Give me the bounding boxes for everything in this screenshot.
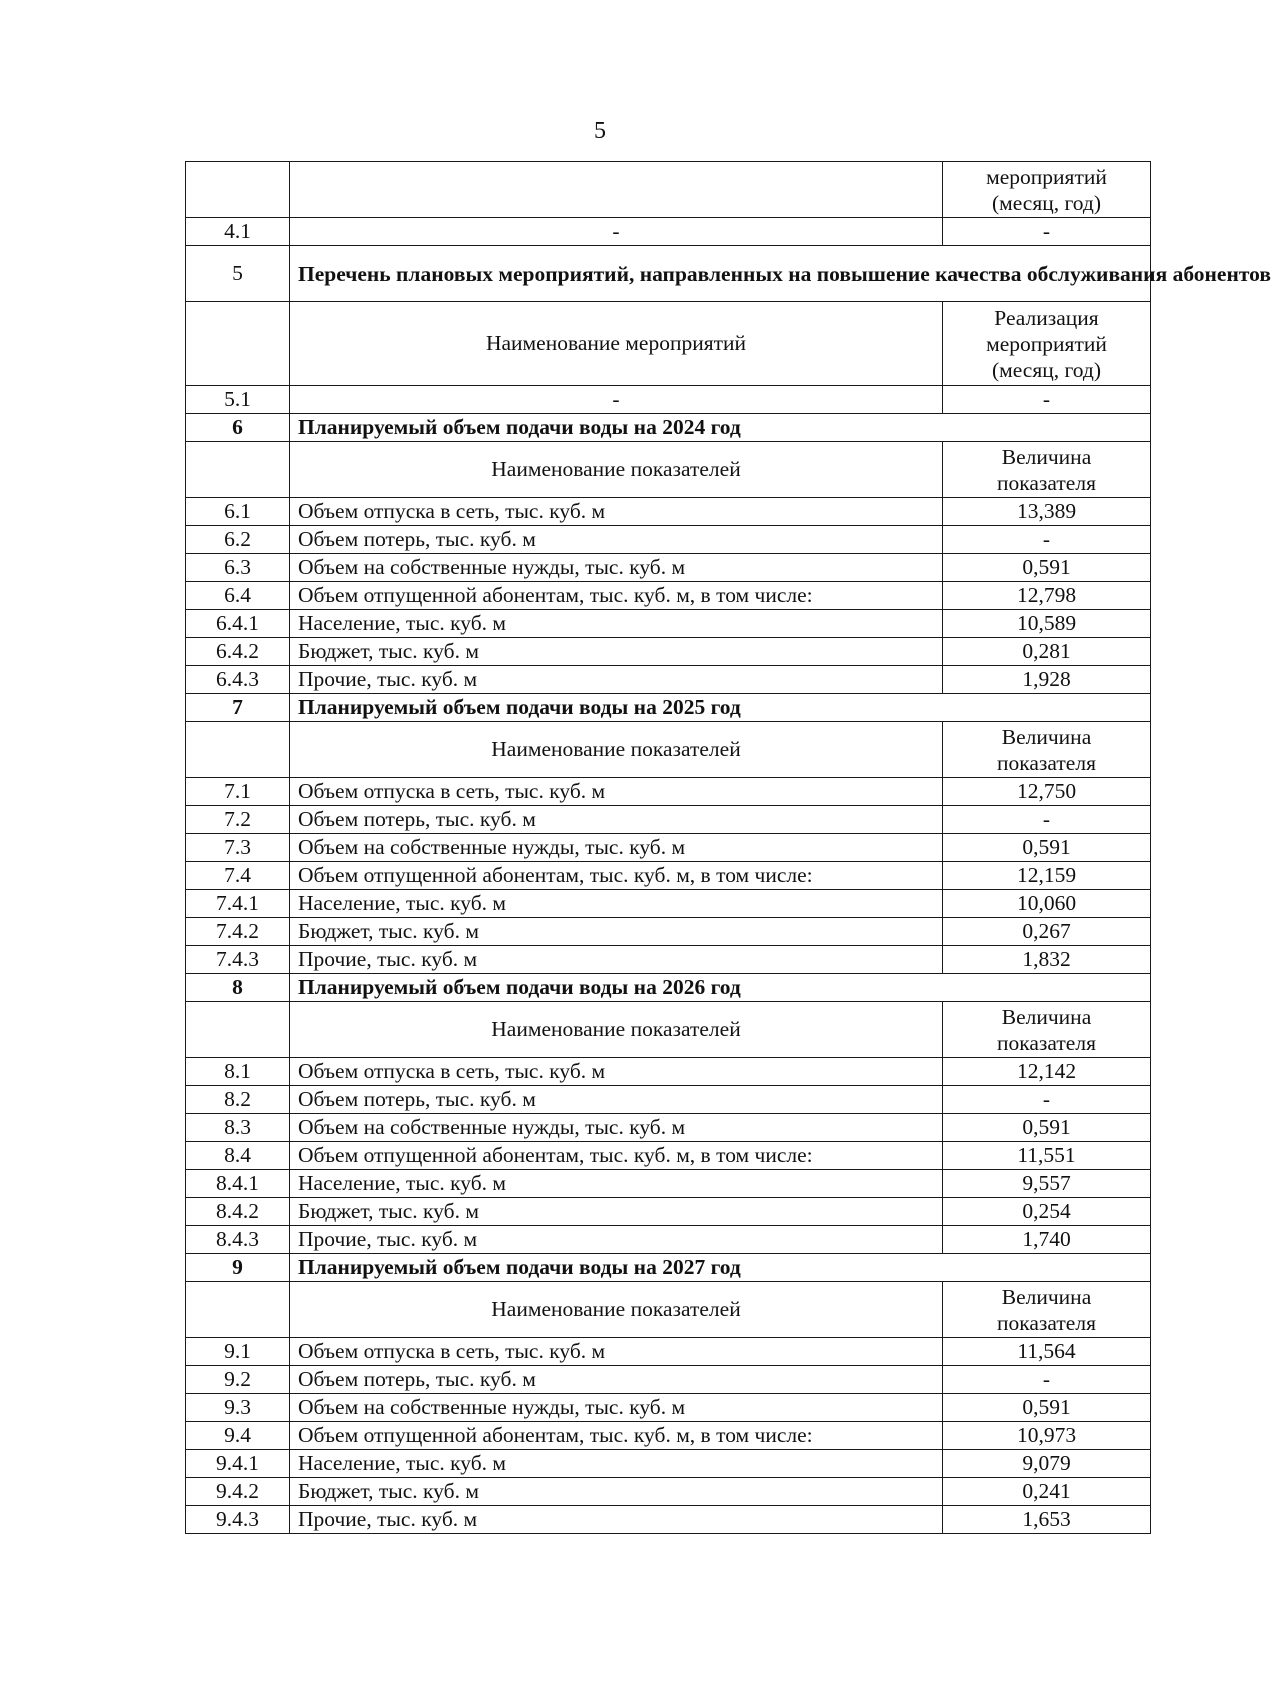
row-value: 0,254: [943, 1198, 1151, 1226]
table-row: [186, 498, 1151, 526]
row-name: Объем отпущенной абонентам, тыс. куб. м, в том числе:: [290, 862, 943, 890]
row-number: 9.4.3: [186, 1506, 290, 1534]
row-name: Объем потерь, тыс. куб. м: [290, 806, 943, 834]
table-row: [186, 610, 1151, 638]
row-number: 8.4.1: [186, 1170, 290, 1198]
empty-cell: [186, 722, 290, 778]
section-number: 7: [186, 694, 290, 722]
table-row: [186, 890, 1151, 918]
table-row: [186, 806, 1151, 834]
empty-cell: [186, 302, 290, 386]
row-name: Объем отпущенной абонентам, тыс. куб. м, в том числе:: [290, 582, 943, 610]
row-number: 9.4: [186, 1422, 290, 1450]
row-name: Прочие, тыс. куб. м: [290, 946, 943, 974]
column-header-name: Наименование показателей: [290, 1002, 943, 1058]
row-number: 6.1: [186, 498, 290, 526]
row-value: 1,832: [943, 946, 1151, 974]
row-number: 8.4.2: [186, 1198, 290, 1226]
empty-cell: [186, 442, 290, 498]
row-value: 10,060: [943, 890, 1151, 918]
section-number: 8: [186, 974, 290, 1002]
row-name: Население, тыс. куб. м: [290, 1170, 943, 1198]
row-number: 9.4.2: [186, 1478, 290, 1506]
row-name: Объем отпущенной абонентам, тыс. куб. м, в том числе:: [290, 1422, 943, 1450]
section-title: Планируемый объем подачи воды на 2024 год: [290, 414, 1151, 442]
row-number: 8.3: [186, 1114, 290, 1142]
table-row: [186, 1142, 1151, 1170]
column-header-value: Величина показателя: [943, 1282, 1151, 1338]
row-value: 11,564: [943, 1338, 1151, 1366]
row-number: 4.1: [186, 218, 290, 246]
row-value: -: [943, 218, 1151, 246]
row-value: 13,389: [943, 498, 1151, 526]
row-value: 1,928: [943, 666, 1151, 694]
table-row: [186, 946, 1151, 974]
row-value: 1,653: [943, 1506, 1151, 1534]
row-name: Объем потерь, тыс. куб. м: [290, 526, 943, 554]
row-number: 6.2: [186, 526, 290, 554]
row-value: 10,589: [943, 610, 1151, 638]
column-header-value: Величина показателя: [943, 722, 1151, 778]
column-header-name: Наименование показателей: [290, 442, 943, 498]
row-value: 12,750: [943, 778, 1151, 806]
plan-table: [185, 161, 1271, 1534]
row-number: 6.4.1: [186, 610, 290, 638]
row-number: 7.4: [186, 862, 290, 890]
column-header-row: [186, 1282, 1151, 1338]
table-row: [186, 1506, 1151, 1534]
table-row: [186, 1198, 1151, 1226]
row-name: Бюджет, тыс. куб. м: [290, 918, 943, 946]
row-number: 7.4.2: [186, 918, 290, 946]
row-value: -: [943, 386, 1151, 414]
row-value: 1,740: [943, 1226, 1151, 1254]
column-header-value: Величина показателя: [943, 1002, 1151, 1058]
table-row: [186, 1366, 1151, 1394]
table-row: [186, 666, 1151, 694]
section-title: Перечень плановых мероприятий, направленных на повышение качества обслуживания абонентов: [290, 246, 1151, 302]
row-name: Население, тыс. куб. м: [290, 890, 943, 918]
row-value: 0,591: [943, 1394, 1151, 1422]
table-row: [186, 1450, 1151, 1478]
row-number: 6.4: [186, 582, 290, 610]
row-value: 0,267: [943, 918, 1151, 946]
table-row: [186, 582, 1151, 610]
row-number: 8.1: [186, 1058, 290, 1086]
empty-cell: [186, 1002, 290, 1058]
table-row: [186, 526, 1151, 554]
section-title: Планируемый объем подачи воды на 2025 год: [290, 694, 1151, 722]
row-name: Прочие, тыс. куб. м: [290, 666, 943, 694]
row-value: 12,159: [943, 862, 1151, 890]
row-number: 6.4.2: [186, 638, 290, 666]
empty-cell: [186, 1282, 290, 1338]
row-number: 7.3: [186, 834, 290, 862]
table-row: [186, 1338, 1151, 1366]
table-row: [186, 918, 1151, 946]
empty-cell: [186, 162, 290, 218]
row-number: 6.4.3: [186, 666, 290, 694]
section-header-row: [186, 1254, 1151, 1282]
table-row: [186, 638, 1151, 666]
row-number: 5.1: [186, 386, 290, 414]
row-name: -: [290, 386, 943, 414]
row-value: -: [943, 526, 1151, 554]
row-value: -: [943, 806, 1151, 834]
row-name: Объем на собственные нужды, тыс. куб. м: [290, 1114, 943, 1142]
row-value: 10,973: [943, 1422, 1151, 1450]
row-number: 9.2: [186, 1366, 290, 1394]
section-header-row: [186, 694, 1151, 722]
row-number: 7.1: [186, 778, 290, 806]
row-number: 7.4.1: [186, 890, 290, 918]
row-name: Объем отпуска в сеть, тыс. куб. м: [290, 498, 943, 526]
table-row: [186, 386, 1151, 414]
row-name: Население, тыс. куб. м: [290, 610, 943, 638]
row-number: 8.4: [186, 1142, 290, 1170]
column-header-name: Наименование показателей: [290, 1282, 943, 1338]
section-number: 6: [186, 414, 290, 442]
row-value: 12,798: [943, 582, 1151, 610]
column-header-row: [186, 722, 1151, 778]
row-name: Объем потерь, тыс. куб. м: [290, 1366, 943, 1394]
row-name: Бюджет, тыс. куб. м: [290, 1478, 943, 1506]
row-value: 0,591: [943, 554, 1151, 582]
table-row: [186, 862, 1151, 890]
row-number: 8.4.3: [186, 1226, 290, 1254]
row-name: Объем на собственные нужды, тыс. куб. м: [290, 554, 943, 582]
table-row: [186, 778, 1151, 806]
row-name: Население, тыс. куб. м: [290, 1450, 943, 1478]
table-row: [186, 1394, 1151, 1422]
table-row: [186, 1422, 1151, 1450]
section-header-row: [186, 414, 1151, 442]
table-row: [186, 218, 1151, 246]
row-number: 7.2: [186, 806, 290, 834]
row-number: 7.4.3: [186, 946, 290, 974]
column-header-value: Реализация мероприятий (месяц, год): [943, 302, 1151, 386]
table-row: [186, 1226, 1151, 1254]
empty-cell: [290, 162, 943, 218]
column-header-name: Наименование мероприятий: [290, 302, 943, 386]
column-header-name: Наименование показателей: [290, 722, 943, 778]
table-row: [186, 834, 1151, 862]
table-body: [186, 162, 1271, 1534]
row-name: -: [290, 218, 943, 246]
table-row: [186, 1170, 1151, 1198]
row-name: Объем отпущенной абонентам, тыс. куб. м, в том числе:: [290, 1142, 943, 1170]
row-number: 6.3: [186, 554, 290, 582]
row-name: Прочие, тыс. куб. м: [290, 1226, 943, 1254]
section-number: 9: [186, 1254, 290, 1282]
column-header-row: [186, 1002, 1151, 1058]
table-row: [186, 554, 1151, 582]
row-number: 9.4.1: [186, 1450, 290, 1478]
row-name: Объем на собственные нужды, тыс. куб. м: [290, 834, 943, 862]
row-name: Бюджет, тыс. куб. м: [290, 638, 943, 666]
row-name: Объем отпуска в сеть, тыс. куб. м: [290, 1058, 943, 1086]
table-row: [186, 1478, 1151, 1506]
row-name: Прочие, тыс. куб. м: [290, 1506, 943, 1534]
row-value: 9,079: [943, 1450, 1151, 1478]
section-header-row: [186, 974, 1151, 1002]
row-value: 11,551: [943, 1142, 1151, 1170]
section-header-row: [186, 246, 1151, 302]
column-header-row: [186, 302, 1151, 386]
row-value: 12,142: [943, 1058, 1151, 1086]
continuation-header-row: [186, 162, 1151, 218]
row-name: Объем отпуска в сеть, тыс. куб. м: [290, 778, 943, 806]
table-row: [186, 1058, 1151, 1086]
row-name: Объем потерь, тыс. куб. м: [290, 1086, 943, 1114]
table-row: [186, 1114, 1151, 1142]
row-value: 9,557: [943, 1170, 1151, 1198]
row-value: 0,281: [943, 638, 1151, 666]
column-header-value: Величина показателя: [943, 442, 1151, 498]
row-value: -: [943, 1366, 1151, 1394]
row-value: 0,241: [943, 1478, 1151, 1506]
section-number: 5: [186, 246, 290, 302]
row-number: 9.1: [186, 1338, 290, 1366]
table-row: [186, 1086, 1151, 1114]
row-number: 8.2: [186, 1086, 290, 1114]
row-name: Бюджет, тыс. куб. м: [290, 1198, 943, 1226]
page-number: 5: [594, 118, 606, 144]
column-header-row: [186, 442, 1151, 498]
row-name: Объем отпуска в сеть, тыс. куб. м: [290, 1338, 943, 1366]
column-header-value: мероприятий (месяц, год): [943, 162, 1151, 218]
row-number: 9.3: [186, 1394, 290, 1422]
row-name: Объем на собственные нужды, тыс. куб. м: [290, 1394, 943, 1422]
row-value: 0,591: [943, 834, 1151, 862]
row-value: -: [943, 1086, 1151, 1114]
section-title: Планируемый объем подачи воды на 2026 год: [290, 974, 1151, 1002]
section-title: Планируемый объем подачи воды на 2027 год: [290, 1254, 1151, 1282]
row-value: 0,591: [943, 1114, 1151, 1142]
